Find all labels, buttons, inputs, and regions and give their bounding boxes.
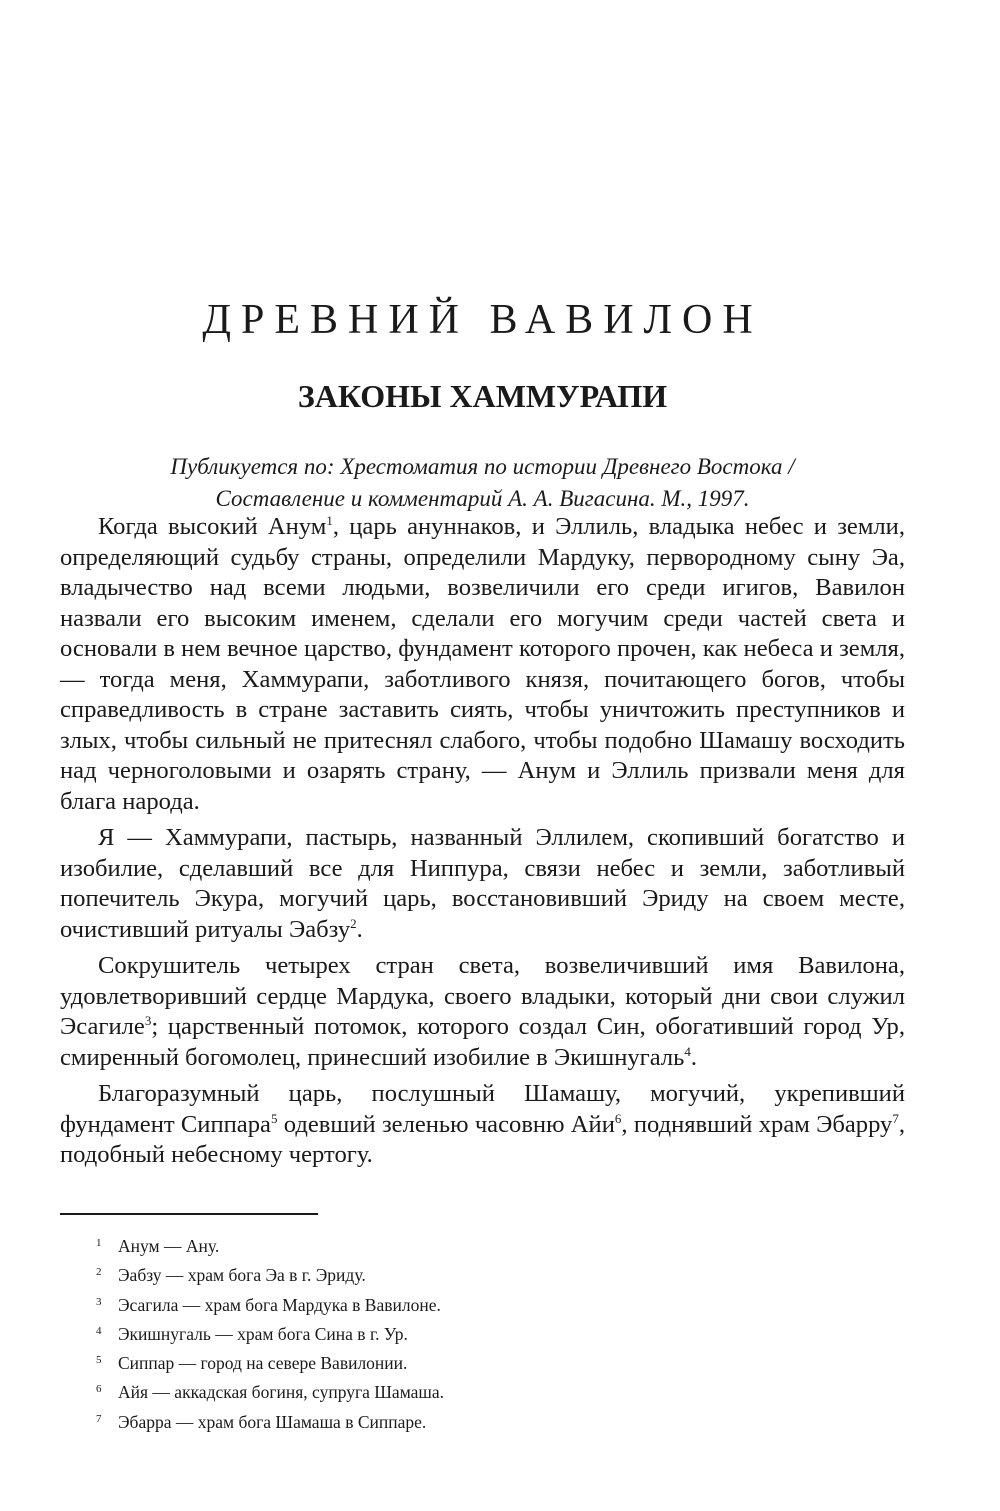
paragraph-2 bbox=[60, 823, 905, 945]
footnote-text: Эбарра — храм бога Шамаша в Сиппаре. bbox=[118, 1411, 427, 1432]
footnote-text: Эабзу — храм бога Эа в г. Эриду. bbox=[118, 1265, 366, 1286]
footnote bbox=[96, 1317, 856, 1346]
footnote-ref-6: 6 bbox=[614, 1110, 622, 1126]
footnote-number: 7 bbox=[96, 1412, 102, 1425]
paragraph-text: , подобный небесному чертогу. bbox=[60, 1110, 905, 1168]
footnote-number: 4 bbox=[96, 1324, 102, 1337]
footnote bbox=[96, 1258, 856, 1287]
paragraph-text: ; царственный потомок, которого создал Син, обогативший город Ур, смиренный богомолец, принесший изобилие в Экишнугаль bbox=[60, 1013, 905, 1071]
footnote-number: 1 bbox=[96, 1237, 102, 1249]
paragraph-text: Когда высокий Анум bbox=[98, 513, 327, 540]
paragraph-text: , царь ануннаков, и Эллиль, владыка небес и земли, определяющий судьбу страны, определили Мардуку, первородному сыну Эа, владычество над всеми людьми, возвеличили его среди игигов, Вавилон назвали его высоким именем, сделали его могучим среди частей света и основали в нем вечное царство, фундамент которого прочен, как небеса и земля, — тогда меня, Хаммурапи, заботливого князя, почитающего богов, чтобы справедливость в стране заставить сиять, чтобы уничтожить преступников и злых, чтобы сильный не притеснял слабого, чтобы подобно Шамашу восходить над черноголовыми и озарять страну, — Анум и Эллиль призвали меня для блага народа. bbox=[60, 513, 905, 815]
footnote bbox=[96, 1229, 856, 1258]
footnote-text: Экишнугаль — храм бога Сина в г. Ур. bbox=[118, 1323, 408, 1344]
document-page bbox=[60, 0, 905, 1511]
footnote-ref-4: 4 bbox=[684, 1043, 691, 1059]
source-citation bbox=[60, 451, 905, 515]
paragraph-text: . bbox=[690, 1043, 698, 1071]
paragraph-text: Я — Хаммурапи, пастырь, названный Эллилем, скопивший богатство и изобилие, сделавший все для Ниппура, связи небес и земли, заботливый попечитель Экура, могучий царь, восстановивший Эриду на своем месте, очистивший ритуалы Эабзу bbox=[60, 824, 905, 943]
footnote bbox=[96, 1405, 856, 1434]
footnote-number: 2 bbox=[96, 1266, 102, 1279]
footnote-text: Эсагила — храм бога Мардука в Вавилоне. bbox=[118, 1294, 441, 1315]
footnote-number: 3 bbox=[96, 1295, 102, 1308]
source-line-2: Составление и комментарий А. А. Вигасина. М., 1997. bbox=[215, 486, 750, 511]
footnote-number: 6 bbox=[96, 1383, 102, 1396]
footnote bbox=[96, 1375, 856, 1404]
footnote-ref-5: 5 bbox=[270, 1110, 278, 1126]
footnote-text: Сиппар — город на севере Вавилонии. bbox=[118, 1353, 408, 1374]
part-title: ДРЕВНИЙ ВАВИЛОН bbox=[202, 297, 763, 343]
footnote-text: Айя — аккадская богиня, супруга Шамаша. bbox=[118, 1382, 445, 1403]
paragraph-1 bbox=[60, 512, 905, 817]
paragraph-text: Благоразумный царь, послушный Шамашу, могучий, укрепивший фундамент Сиппара bbox=[60, 1080, 905, 1138]
footnotes-list bbox=[96, 1229, 856, 1434]
footnote-number: 5 bbox=[96, 1354, 102, 1367]
footnote bbox=[96, 1346, 856, 1375]
document-title: ЗАКОНЫ ХАММУРАПИ bbox=[297, 378, 668, 414]
main-text bbox=[60, 512, 905, 1177]
footnote-text: Анум — Ану. bbox=[118, 1236, 220, 1256]
footnote-ref-3: 3 bbox=[144, 1012, 152, 1028]
paragraph-text: одевший зеленью часовню Айи bbox=[277, 1110, 615, 1138]
paragraph-4 bbox=[60, 1079, 905, 1171]
paragraph-text: . bbox=[356, 915, 363, 943]
footnote-divider bbox=[60, 1213, 318, 1215]
paragraph-text: , поднявший храм Эбарру bbox=[621, 1110, 893, 1138]
footnote bbox=[96, 1288, 856, 1317]
source-line-1: Публикуется по: Хрестоматия по истории Древнего Востока / bbox=[170, 454, 795, 479]
paragraph-text: Сокрушитель четырех стран света, возвеличивший имя Вавилона, удовлетворивший сердце Мардука, своего владыки, который дни свои служил Эсагиле bbox=[60, 952, 905, 1040]
footnote-ref-7: 7 bbox=[892, 1110, 899, 1126]
footnote-ref-2: 2 bbox=[350, 915, 357, 931]
footnote-ref-1: 1 bbox=[326, 512, 333, 528]
paragraph-3 bbox=[60, 951, 905, 1073]
